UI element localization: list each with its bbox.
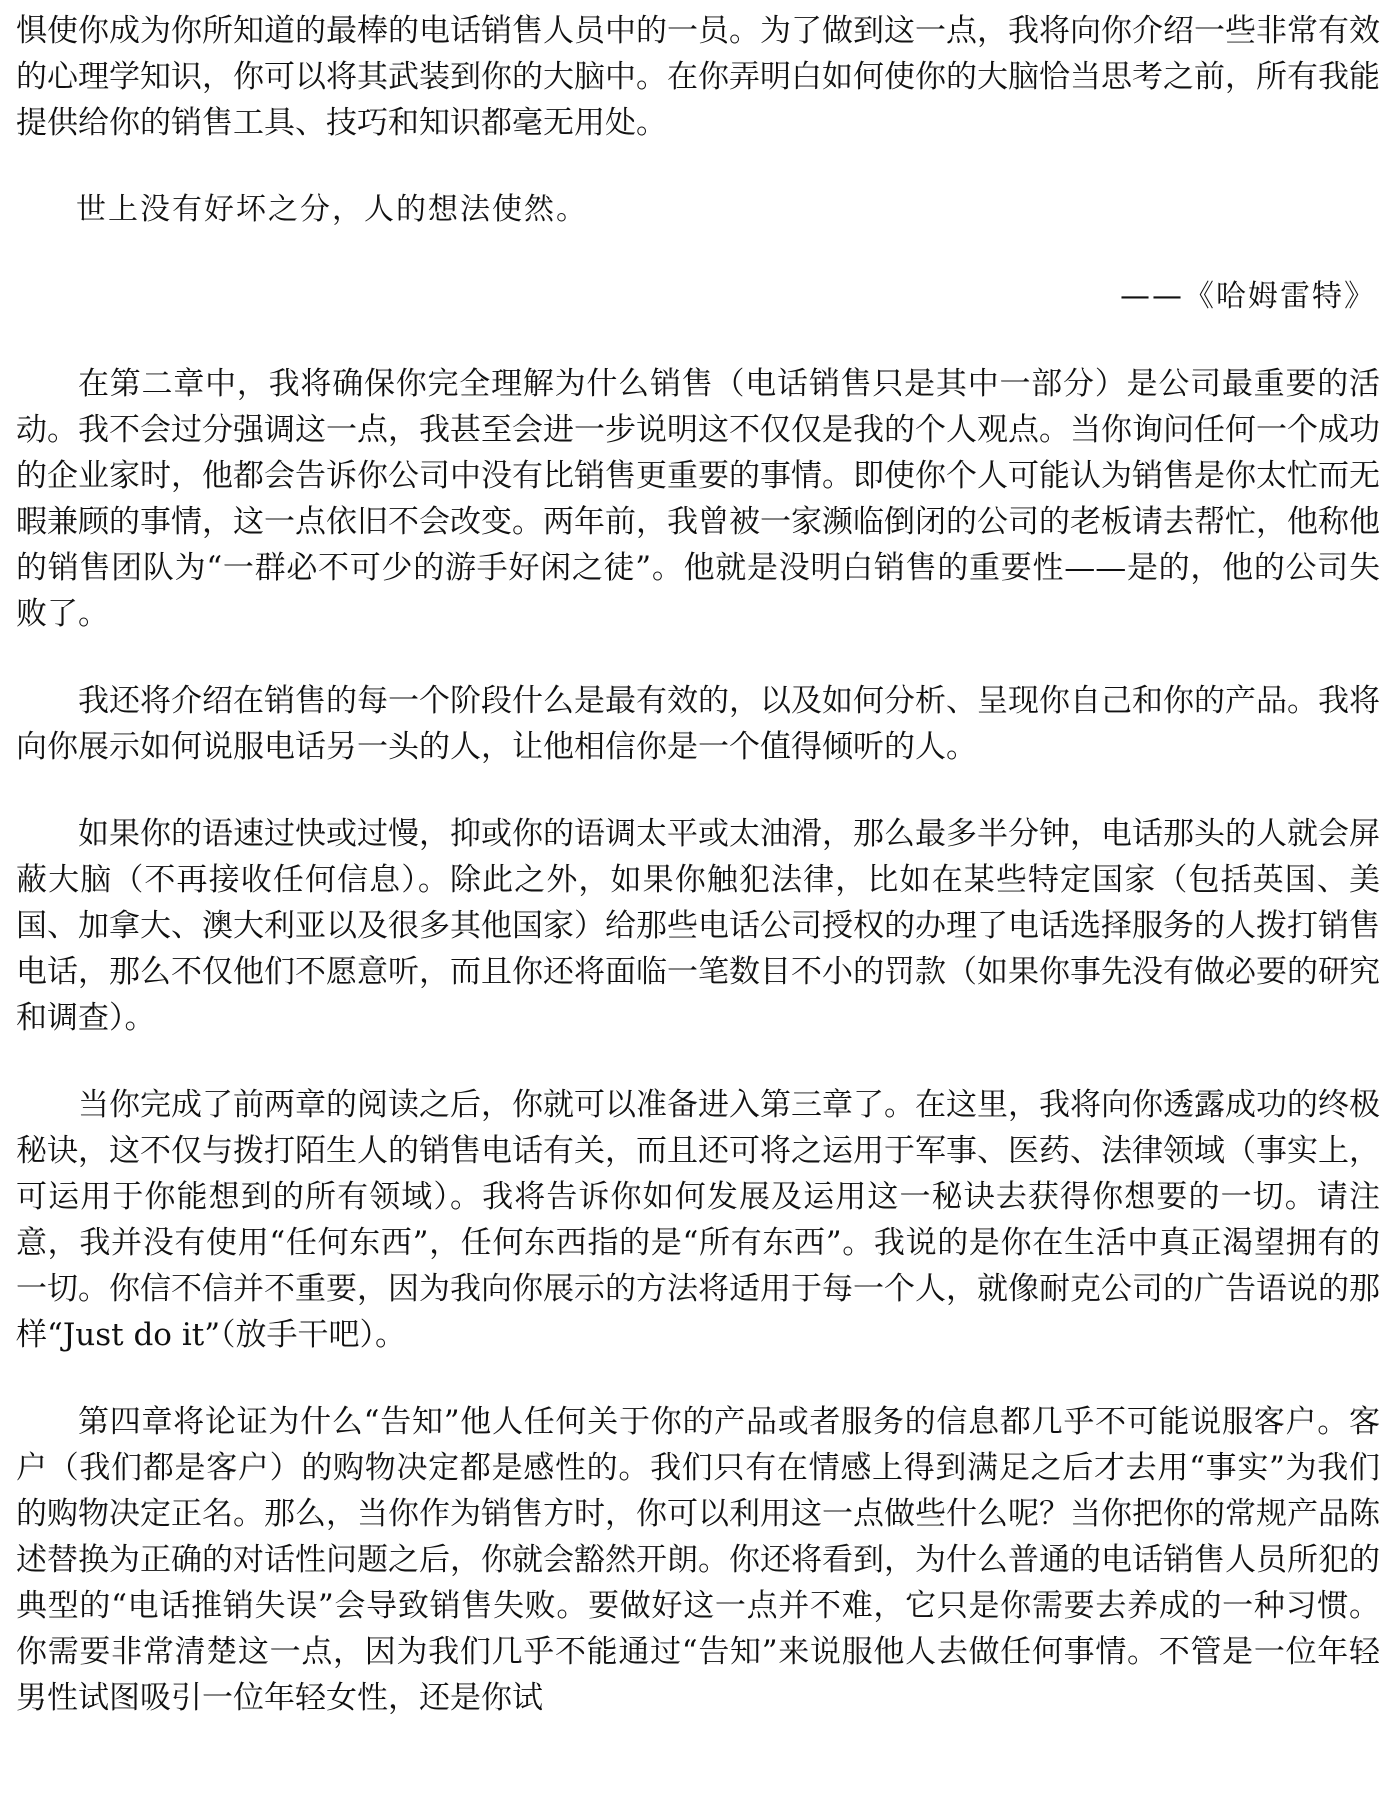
paragraph-gap [16,770,1380,811]
paragraph-gap [16,1041,1380,1082]
epigraph-attribution: ——《哈姆雷特》 [1120,279,1376,314]
paragraph-4: 如果你的语速过快或过慢，抑或你的语调太平或太油滑，那么最多半分钟，电话那头的人就会屏蔽大脑（不再接收任何信息）。除此之外，如果你触犯法律，比如在某些特定国家（包括英国、美国、加拿大、澳大利亚以及很多其他国家）给那些电话公司授权的办理了电话选择服务的人拨打销售电话，那么不仅他们不愿意听，而且你还将面临一笔数目不小的罚款（如果你事先没有做必要的研究和调查）。 [16,816,1380,1036]
document-page [16,0,1380,1800]
epigraph-quote: 世上没有好坏之分，人的想法使然。 [76,192,588,227]
paragraph-gap [16,320,1380,361]
paragraph-gap [16,146,1380,187]
paragraph-gap [16,233,1380,274]
paragraph-3: 我还将介绍在销售的每一个阶段什么是最有效的，以及如何分析、呈现你自己和你的产品。我将向你展示如何说服电话另一头的人，让他相信你是一个值得倾听的人。 [16,683,1380,765]
paragraph-gap [16,637,1380,678]
paragraph-6: 第四章将论证为什么“告知”他人任何关于你的产品或者服务的信息都几乎不可能说服客户。客户（我们都是客户）的购物决定都是感性的。我们只有在情感上得到满足之后才去用“事实”为我们的购物决定正名。那么，当你作为销售方时，你可以利用这一点做些什么呢？当你把你的常规产品陈述替换为正确的对话性问题之后，你就会豁然开朗。你还将看到，为什么普通的电话销售人员所犯的典型的“电话推销失误”会导致销售失败。要做好这一点并不难，它只是你需要去养成的一种习惯。你需要非常清楚这一点，因为我们几乎不能通过“告知”来说服他人去做任何事情。不管是一位年轻男性试图吸引一位年轻女性，还是你试 [16,1404,1380,1716]
paragraph-gap [16,1358,1380,1399]
paragraph-2: 在第二章中，我将确保你完全理解为什么销售（电话销售只是其中一部分）是公司最重要的活动。我不会过分强调这一点，我甚至会进一步说明这不仅仅是我的个人观点。当你询问任何一个成功的企业家时，他都会告诉你公司中没有比销售更重要的事情。即使你个人可能认为销售是你太忙而无暇兼顾的事情，这一点依旧不会改变。两年前，我曾被一家濒临倒闭的公司的老板请去帮忙，他称他的销售团队为“一群必不可少的游手好闲之徒”。他就是没明白销售的重要性——是的，他的公司失败了。 [16,366,1380,632]
paragraph-5: 当你完成了前两章的阅读之后，你就可以准备进入第三章了。在这里，我将向你透露成功的终极秘诀，这不仅与拨打陌生人的销售电话有关，而且还可将之运用于军事、医药、法律领域（事实上，可运用于你能想到的所有领域）。我将告诉你如何发展及运用这一秘诀去获得你想要的一切。请注意，我并没有使用“任何东西”，任何东西指的是“所有东西”。我说的是你在生活中真正渴望拥有的一切。你信不信并不重要，因为我向你展示的方法将适用于每一个人，就像耐克公司的广告语说的那样“Just do it”（放手干吧）。 [16,1087,1380,1353]
paragraph-1: 惧使你成为你所知道的最棒的电话销售人员中的一员。为了做到这一点，我将向你介绍一些非常有效的心理学知识，你可以将其武装到你的大脑中。在你弄明白如何使你的大脑恰当思考之前，所有我能提供给你的销售工具、技巧和知识都毫无用处。 [16,13,1380,141]
